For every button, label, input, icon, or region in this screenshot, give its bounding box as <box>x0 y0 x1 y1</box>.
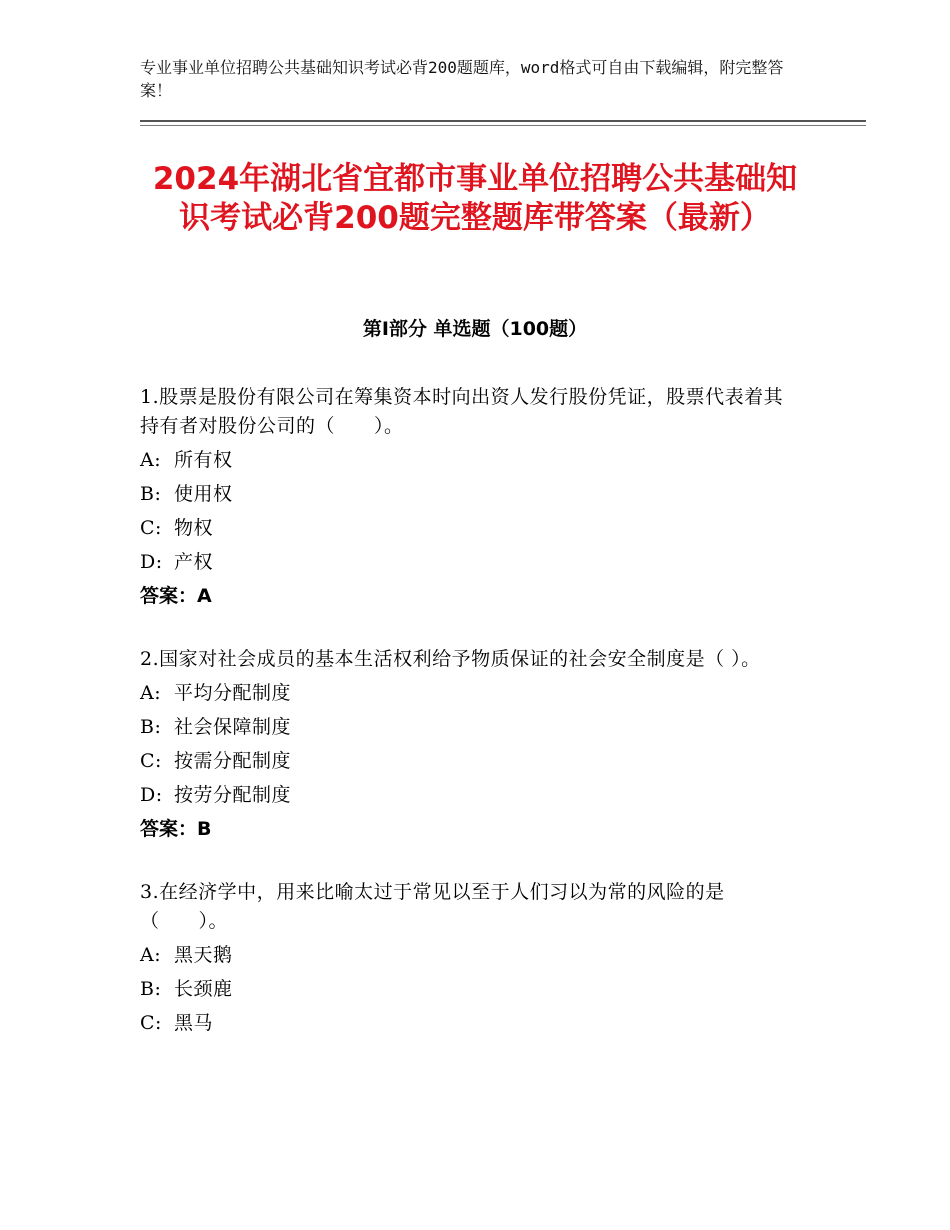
header-divider-thick <box>140 120 866 122</box>
option-text: 黑马 <box>174 1012 214 1034</box>
option-c <box>140 1009 800 1043</box>
option-letter: C: <box>140 750 162 772</box>
option-letter: D: <box>140 784 163 806</box>
option-text: 长颈鹿 <box>174 978 233 1000</box>
option-text: 所有权 <box>174 449 233 471</box>
question-stem: 3.在经济学中，用来比喻太过于常见以至于人们习以为常的风险的是（ ）。 <box>140 881 725 932</box>
option-b <box>140 713 800 747</box>
option-letter: A: <box>140 944 162 966</box>
header-note: 专业事业单位招聘公共基础知识考试必背200题题库，word格式可自由下载编辑，附完整答案！ <box>140 58 784 100</box>
document-title: 2024年湖北省宜都市事业单位招聘公共基础知识考试必背200题完整题库带答案（最新） <box>152 161 798 236</box>
question-list <box>140 383 800 1077</box>
option-d <box>140 781 800 815</box>
answer-line: 答案：A <box>140 585 212 607</box>
option-text: 物权 <box>174 517 214 539</box>
option-c <box>140 514 800 548</box>
option-text: 使用权 <box>174 483 233 505</box>
option-c <box>140 747 800 781</box>
option-text: 产权 <box>174 551 214 573</box>
option-text: 社会保障制度 <box>174 716 292 738</box>
option-letter: B: <box>140 483 162 505</box>
option-letter: D: <box>140 551 163 573</box>
question-3 <box>140 878 800 1043</box>
option-text: 平均分配制度 <box>174 682 292 704</box>
option-text: 按劳分配制度 <box>174 784 292 806</box>
question-2 <box>140 645 800 844</box>
option-b <box>140 975 800 1009</box>
option-d <box>140 548 800 582</box>
option-letter: A: <box>140 449 162 471</box>
question-1 <box>140 383 800 611</box>
option-letter: C: <box>140 1012 162 1034</box>
option-a <box>140 679 800 713</box>
header-divider-thin <box>140 125 866 126</box>
option-letter: A: <box>140 682 162 704</box>
option-text: 按需分配制度 <box>174 750 292 772</box>
option-letter: B: <box>140 716 162 738</box>
option-a <box>140 941 800 975</box>
option-a <box>140 446 800 480</box>
question-stem: 1.股票是股份有限公司在筹集资本时向出资人发行股份凭证，股票代表着其持有者对股份公司的（ ）。 <box>140 386 784 437</box>
option-text: 黑天鹅 <box>174 944 233 966</box>
question-stem: 2.国家对社会成员的基本生活权利给予物质保证的社会安全制度是（ ）。 <box>140 648 761 670</box>
option-b <box>140 480 800 514</box>
option-letter: B: <box>140 978 162 1000</box>
section-heading: 第Ⅰ部分 单选题（100题） <box>362 318 588 340</box>
answer-line: 答案：B <box>140 818 212 840</box>
option-letter: C: <box>140 517 162 539</box>
